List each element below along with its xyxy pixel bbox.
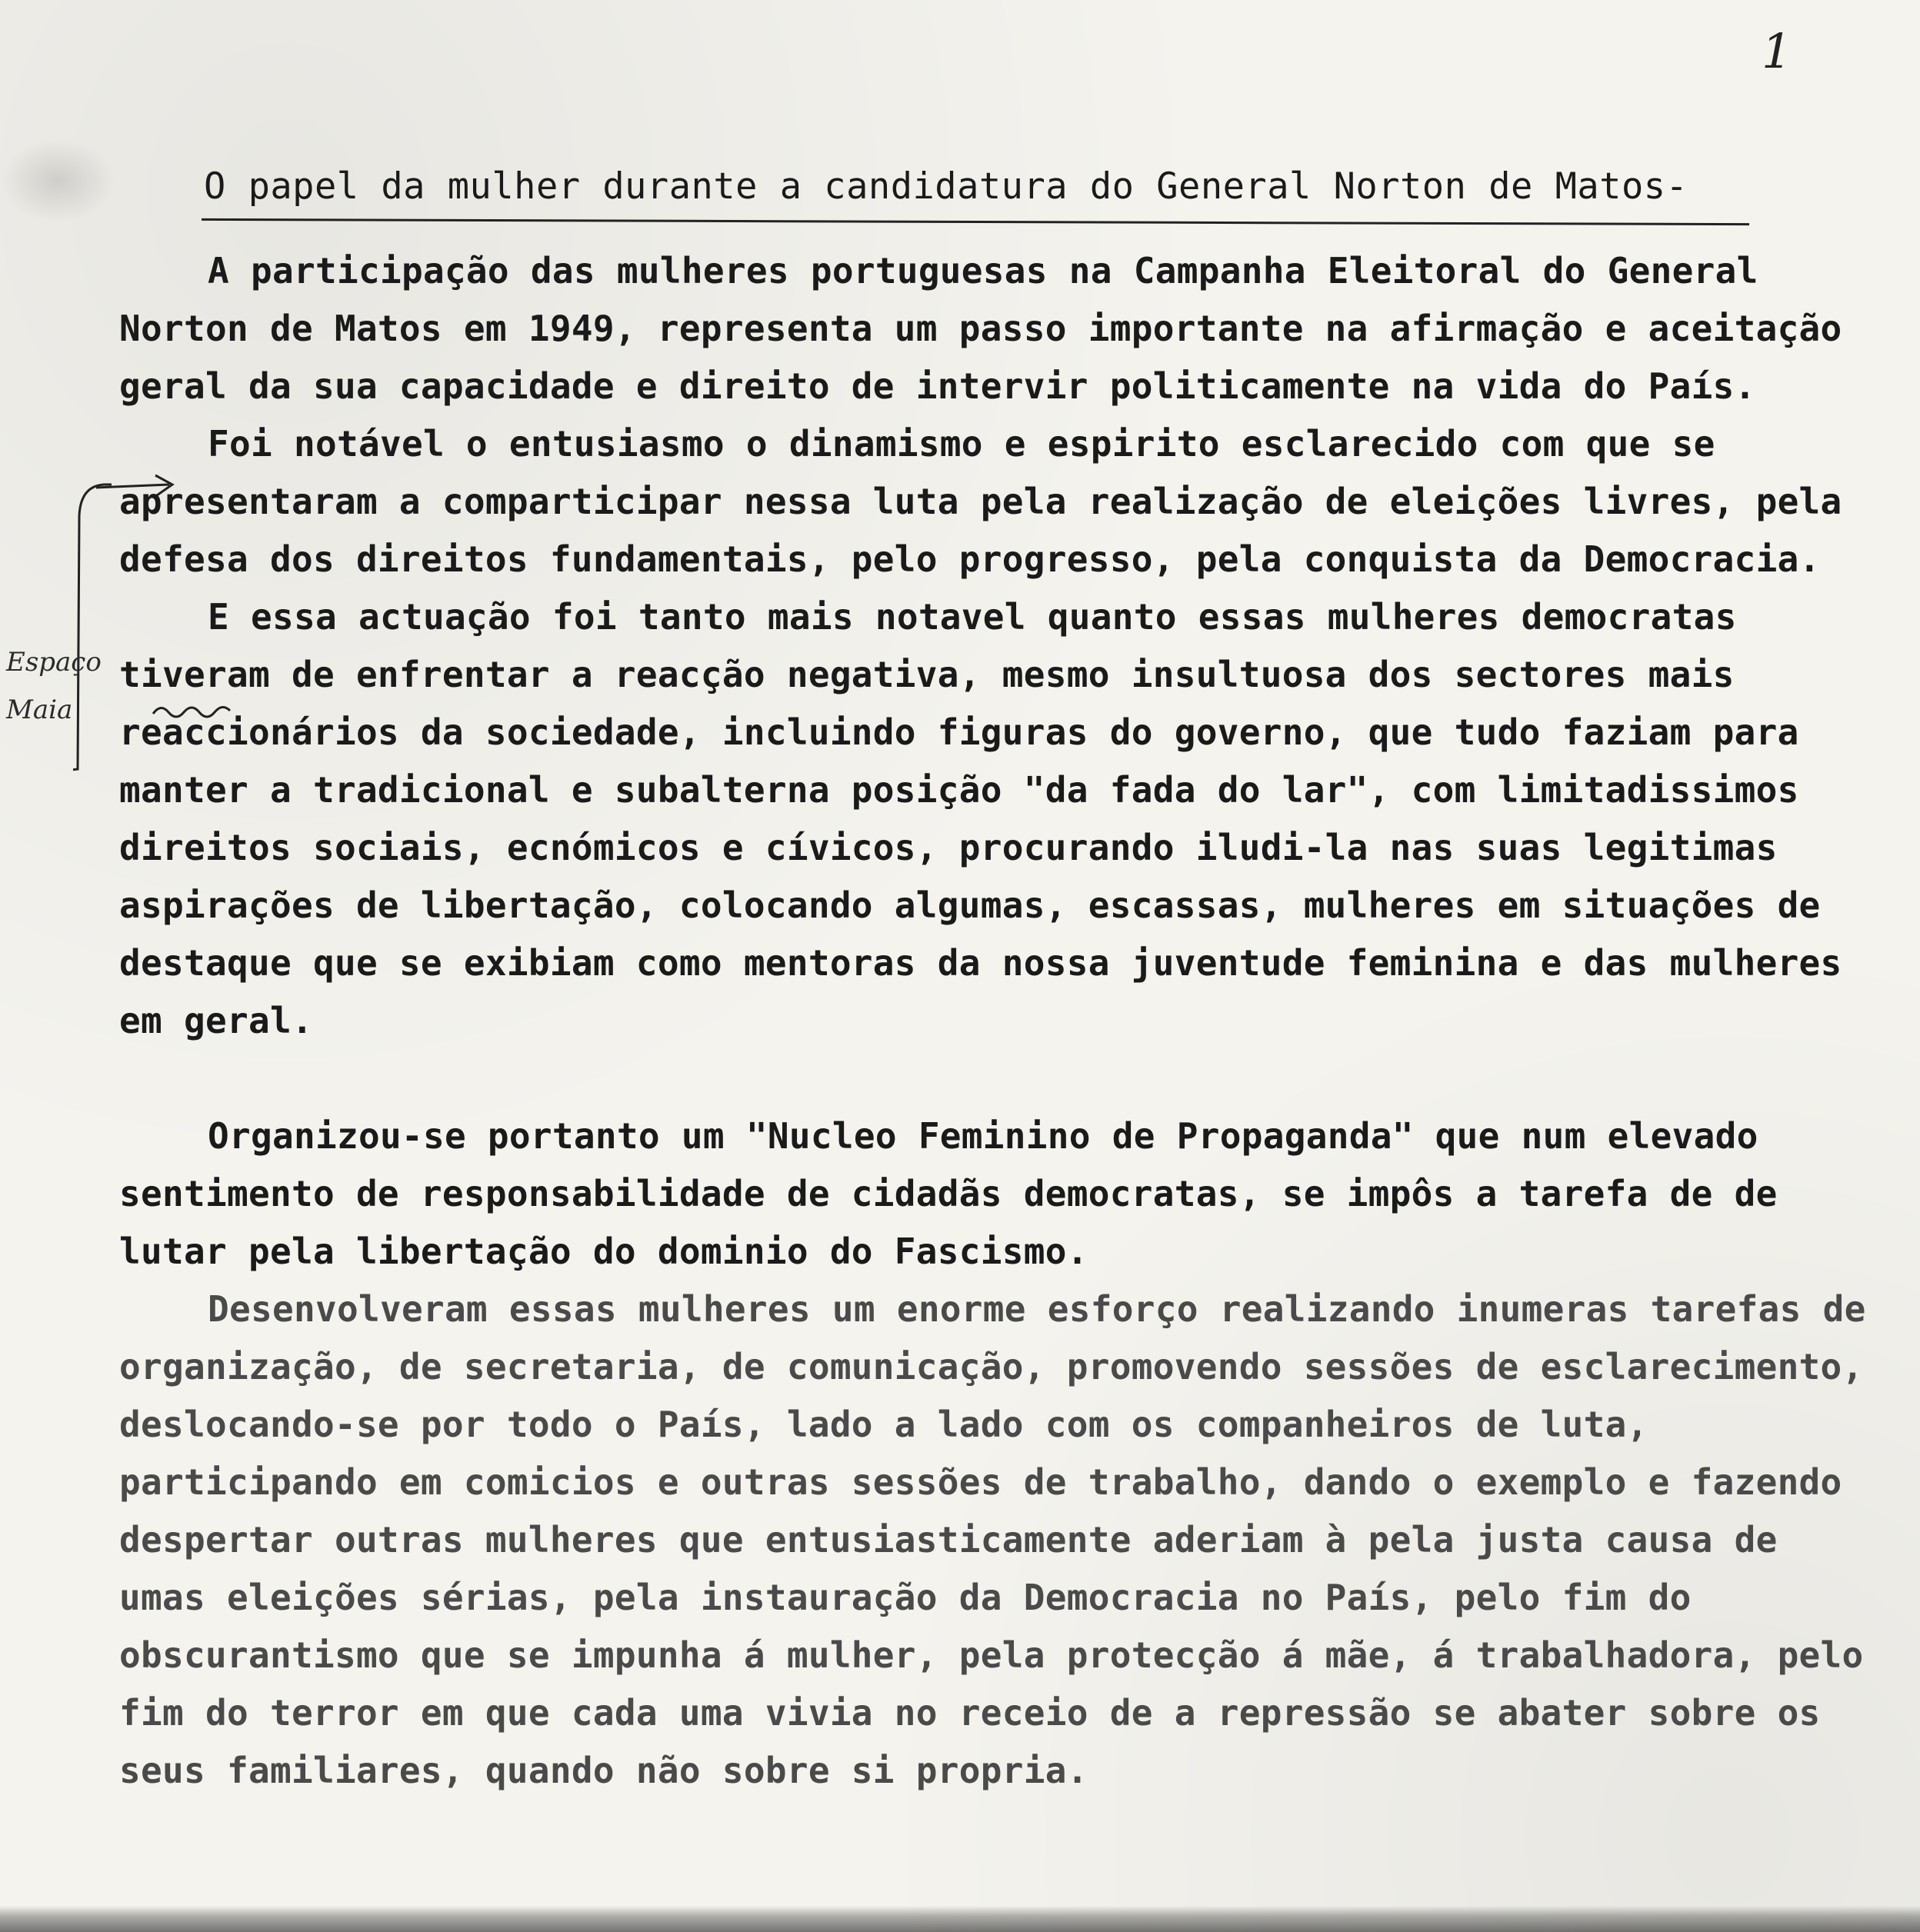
paragraph: E essa actuação foi tanto mais notavel quanto essas mulheres democratas tiveram de enfrentar a reacção negativa, mesmo insultuosa dos sectores mais reaccionários da sociedade, incluindo figuras do governo, que tudo faziam para manter a tradicional e subalterna posição "da fada do lar", com limitadissimos direitos sociais, ecnómicos e cívicos, procurando iludi-la nas suas legitimas aspirações de libertação, colocando algumas, escassas, mulheres em situações de destaque que se exibiam como mentoras da nossa juventude feminina e das mulheres em geral. bbox=[119, 596, 1842, 1041]
document-title: O papel da mulher durante a candidatura do General Norton de Matos- bbox=[204, 165, 1688, 208]
paragraph: Desenvolveram essas mulheres um enorme esforço realizando inumeras tarefas de organização, de secretaria, de comunicação, promovendo sessões de esclarecimento, deslocando-se por todo o País, lado a lado com os companheiros de luta, participando em comicios e outras sessões de trabalho, dando o exemplo e fazendo despertar outras mulheres que entusiasticamente aderiam à pela justa causa de umas eleições sérias, pela instauração da Democracia no País, pelo fim do obscurantismo que se impunha á mulher, pela protecção á mãe, á trabalhadora, pelo fim do terror em que cada uma vivia no receio de a repressão se abater sobre os seus familiares, quando não sobre si propria. bbox=[119, 1288, 1866, 1791]
margin-note-line: Espaço bbox=[6, 647, 102, 678]
scan-bottom-edge bbox=[0, 1906, 1920, 1932]
margin-handwritten-note bbox=[6, 638, 102, 734]
scan-smudge bbox=[0, 138, 115, 223]
paragraph: Foi notável o entusiasmo o dinamismo e espirito esclarecido com que se apresentaram a comparticipar nessa luta pela realização de eleições livres, pela defesa dos direitos fundamentais, pelo progresso, pela conquista da Democracia. bbox=[119, 423, 1842, 580]
title-underline bbox=[202, 218, 1749, 225]
paragraph: Organizou-se portanto um "Nucleo Feminino de Propaganda" que num elevado sentimento de responsabilidade de cidadãs democratas, se impôs a tarefa de de lutar pela libertação do dominio do Fascismo. bbox=[119, 1115, 1778, 1272]
document-body bbox=[119, 242, 1881, 1800]
page-number: 1 bbox=[1762, 23, 1792, 79]
paragraph: A participação das mulheres portuguesas na Campanha Eleitoral do General Norton de Matos em 1949, representa um passo importante na afirmação e aceitação geral da sua capacidade e direito de intervir politicamente na vida do País. bbox=[119, 250, 1842, 407]
margin-note-line: Maia bbox=[6, 695, 73, 725]
